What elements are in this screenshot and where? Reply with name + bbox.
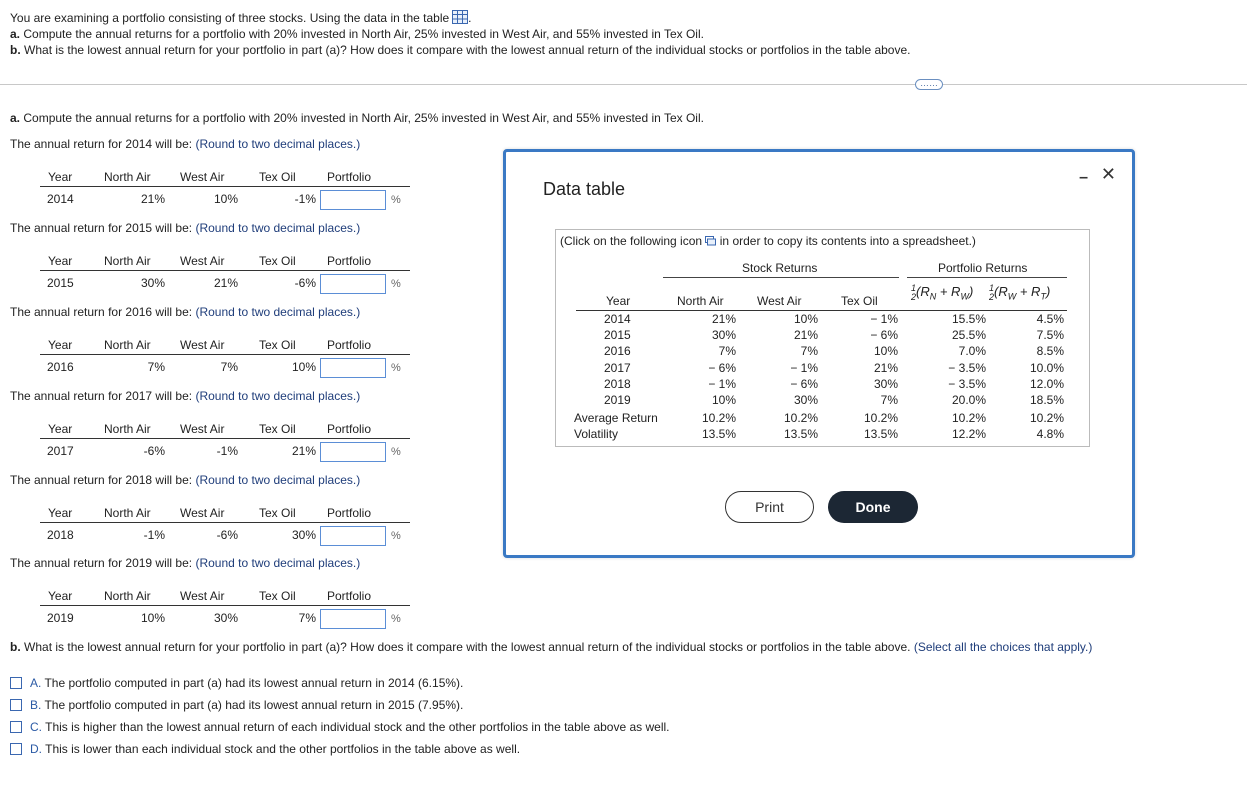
dt-portfolio-wt: 10.0% [1029, 360, 1064, 375]
column-header: Portfolio [327, 254, 372, 268]
dt-portfolio-wt: 4.5% [1036, 312, 1064, 326]
percent-sign: % [391, 613, 401, 625]
tex-oil-cell: 21% [291, 444, 316, 458]
portfolio-header-rule [907, 277, 1067, 278]
question-text: The annual return for 2015 will be: [10, 221, 193, 235]
return-table-row [40, 192, 410, 212]
portfolio-return-input[interactable] [320, 274, 386, 294]
tex-oil-cell: 30% [291, 528, 316, 542]
intro-part-a: a. Compute the annual returns for a portfolio with 20% invested in North Air, 25% invested in West Air, and 55% invested in Tex Oil. [10, 27, 704, 41]
column-header: Portfolio [327, 170, 372, 184]
column-header: West Air [180, 338, 225, 352]
dt-west-air: 7% [800, 344, 818, 359]
return-table-row [40, 611, 410, 631]
col-portfolio-nw: 1 $2(R_N + R_W)$ [911, 283, 974, 302]
round-hint: (Round to two decimal places.) [195, 389, 361, 403]
column-header: West Air [180, 422, 225, 436]
data-table-icon[interactable] [452, 10, 468, 24]
round-hint: (Round to two decimal places.) [195, 473, 361, 487]
annual-return-question [10, 221, 360, 235]
year-cell: 2014 [47, 192, 74, 206]
dt-west-air: 21% [793, 328, 818, 343]
col-west-air: West Air [757, 294, 802, 308]
choice-label [30, 742, 520, 756]
north-air-cell: 7% [147, 360, 165, 374]
tex-oil-cell: 7% [298, 611, 316, 625]
annual-return-question [10, 556, 360, 570]
dt-tex-oil: − 6% [870, 328, 898, 343]
north-air-cell: -1% [143, 528, 165, 542]
dt-row-label: 2014 [604, 312, 631, 326]
dt-north-air: 21% [711, 312, 736, 326]
column-header: Tex Oil [259, 589, 296, 603]
west-air-cell: 10% [213, 192, 238, 206]
return-table-row [40, 528, 410, 548]
choice-text: The portfolio computed in part (a) had its lowest annual return in 2014 (6.15%). [44, 676, 464, 690]
round-hint: (Round to two decimal places.) [195, 305, 361, 319]
question-text: The annual return for 2019 will be: [10, 556, 193, 570]
dt-portfolio-nw: − 3.5% [948, 376, 986, 391]
dt-west-air: 30% [793, 393, 818, 407]
col-north-air: North Air [677, 294, 724, 308]
intro-line1: You are examining a portfolio consisting of three stocks. Using the data in the table . [10, 11, 472, 25]
close-icon[interactable]: ✕ [1100, 164, 1116, 184]
year-cell: 2017 [47, 444, 74, 458]
choice-checkbox[interactable] [10, 721, 22, 733]
dt-portfolio-nw: 15.5% [951, 312, 986, 326]
section-divider [0, 84, 1247, 85]
annual-return-question [10, 473, 360, 487]
column-header: Year [48, 422, 73, 436]
col-year: Year [606, 294, 631, 308]
header-rule [576, 310, 1067, 311]
annual-return-question [10, 137, 360, 151]
column-header: Year [48, 338, 73, 352]
column-header: Portfolio [327, 506, 372, 520]
percent-sign: % [391, 446, 401, 458]
dt-row-label: 2018 [604, 376, 631, 391]
column-header: North Air [104, 422, 151, 436]
question-text: The annual return for 2018 will be: [10, 473, 193, 487]
column-header: West Air [180, 589, 225, 603]
tex-oil-cell: 10% [291, 360, 316, 374]
choice-text: This is higher than the lowest annual return of each individual stock and the other portfolios in the table above as well. [45, 720, 670, 734]
round-hint: (Round to two decimal places.) [195, 221, 361, 235]
dt-tex-oil: 21% [873, 360, 898, 375]
round-hint: (Round to two decimal places.) [195, 137, 361, 151]
column-header: West Air [180, 170, 225, 184]
annual-return-question [10, 389, 360, 403]
return-table-header [40, 338, 410, 355]
west-air-cell: -1% [216, 444, 238, 458]
column-header: Tex Oil [259, 338, 296, 352]
dt-row-label: 2019 [604, 393, 631, 407]
dt-north-air: 10.2% [701, 411, 736, 426]
choice-letter: A. [30, 676, 42, 690]
column-header: Portfolio [327, 589, 372, 603]
column-header: North Air [104, 506, 151, 520]
dt-tex-oil: 10% [873, 344, 898, 359]
return-table-header [40, 170, 410, 187]
return-table-row [40, 360, 410, 380]
part-a-question: a. Compute the annual returns for a portfolio with 20% invested in North Air, 25% invested in West Air, and 55% invested in Tex Oil. [10, 111, 704, 125]
year-cell: 2016 [47, 360, 74, 374]
dt-portfolio-wt: 10.2% [1029, 411, 1064, 426]
question-text: The annual return for 2014 will be: [10, 137, 193, 151]
choice-label [30, 676, 463, 690]
choice-checkbox[interactable] [10, 743, 22, 755]
dt-portfolio-nw: 7.0% [958, 344, 986, 359]
dt-north-air: 30% [711, 328, 736, 343]
percent-sign: % [391, 278, 401, 290]
north-air-cell: 10% [140, 611, 165, 625]
dt-north-air: 13.5% [701, 427, 736, 442]
dt-tex-oil: 30% [873, 376, 898, 391]
copy-icon[interactable] [705, 235, 716, 249]
stock-returns-header: Stock Returns [742, 261, 818, 275]
col-tex-oil: Tex Oil [841, 294, 878, 308]
column-header: North Air [104, 589, 151, 603]
question-text: The annual return for 2016 will be: [10, 305, 193, 319]
portfolio-return-input[interactable] [320, 442, 386, 462]
column-header: West Air [180, 506, 225, 520]
minimize-icon[interactable]: – [1079, 169, 1088, 186]
dt-portfolio-nw: 10.2% [951, 411, 986, 426]
choice-checkbox[interactable] [10, 677, 22, 689]
dt-north-air: 10% [711, 393, 736, 407]
dt-west-air: 10% [793, 312, 818, 326]
choice-letter: B. [30, 698, 42, 712]
portfolio-returns-header: Portfolio Returns [938, 261, 1028, 275]
dt-tex-oil: − 1% [870, 312, 898, 326]
west-air-cell: 21% [213, 276, 238, 290]
choice-label [30, 698, 463, 712]
dt-portfolio-nw: 25.5% [951, 328, 986, 343]
dt-portfolio-nw: 20.0% [951, 393, 986, 407]
portfolio-return-input[interactable] [320, 358, 386, 378]
dt-west-air: 10.2% [783, 411, 818, 426]
choice-text: This is lower than each individual stock and the other portfolios in the table above as well. [45, 742, 521, 756]
choice-letter: D. [30, 742, 42, 756]
intro-part-b: b. What is the lowest annual return for your portfolio in part (a)? How does it compare with the lowest annual return of the individual stocks or portfolios in the table above. [10, 43, 911, 57]
dt-west-air: 13.5% [783, 427, 818, 442]
annual-return-question [10, 305, 360, 319]
return-table-header [40, 422, 410, 439]
choice-label [30, 720, 670, 734]
stock-header-rule [663, 277, 899, 278]
problem-intro [10, 10, 910, 58]
dt-row-label: 2015 [604, 328, 631, 343]
dt-portfolio-wt: 12.0% [1029, 376, 1064, 391]
column-header: North Air [104, 254, 151, 268]
percent-sign: % [391, 362, 401, 374]
return-table-header [40, 589, 410, 606]
dt-row-label: Average Return [574, 411, 658, 426]
tex-oil-cell: -1% [294, 192, 316, 206]
column-header: Tex Oil [259, 506, 296, 520]
return-table-row [40, 444, 410, 464]
dt-tex-oil: 13.5% [863, 427, 898, 442]
dt-west-air: − 1% [790, 360, 818, 375]
north-air-cell: 21% [140, 192, 165, 206]
tex-oil-cell: -6% [294, 276, 316, 290]
dt-north-air: − 6% [708, 360, 736, 375]
done-button[interactable]: Done [828, 491, 918, 523]
west-air-cell: -6% [216, 528, 238, 542]
column-header: Tex Oil [259, 422, 296, 436]
percent-sign: % [391, 194, 401, 206]
dt-portfolio-wt: 7.5% [1036, 328, 1064, 343]
year-cell: 2015 [47, 276, 74, 290]
column-header: North Air [104, 338, 151, 352]
column-header: Year [48, 170, 73, 184]
dt-north-air: 7% [718, 344, 736, 359]
dt-portfolio-nw: − 3.5% [948, 360, 986, 375]
return-table-header [40, 506, 410, 523]
portfolio-return-input[interactable] [320, 526, 386, 546]
dt-row-label: 2017 [604, 360, 631, 375]
part-b-question: b. What is the lowest annual return for your portfolio in part (a)? How does it compare with the lowest annual return of the individual stocks or portfolios in the table above. (Select all the choices that apply.) [10, 640, 1093, 654]
dt-portfolio-wt: 18.5% [1029, 393, 1064, 407]
choice-letter: C. [30, 720, 42, 734]
north-air-cell: 30% [140, 276, 165, 290]
dt-portfolio-nw: 12.2% [951, 427, 986, 442]
dt-tex-oil: 7% [880, 393, 898, 407]
dt-row-label: 2016 [604, 344, 631, 359]
data-table [555, 229, 1090, 447]
column-header: North Air [104, 170, 151, 184]
copy-instruction: (Click on the following icon in order to copy its contents into a spreadsheet.) [560, 234, 976, 248]
choice-checkbox[interactable] [10, 699, 22, 711]
column-header: Portfolio [327, 422, 372, 436]
dt-portfolio-wt: 4.8% [1036, 427, 1064, 442]
year-cell: 2019 [47, 611, 74, 625]
more-button[interactable]: …… [915, 79, 943, 90]
column-header: Tex Oil [259, 254, 296, 268]
return-table-row [40, 276, 410, 296]
column-header: West Air [180, 254, 225, 268]
dt-portfolio-wt: 8.5% [1036, 344, 1064, 359]
dt-north-air: − 1% [708, 376, 736, 391]
column-header: Tex Oil [259, 170, 296, 184]
round-hint: (Round to two decimal places.) [195, 556, 361, 570]
column-header: Year [48, 254, 73, 268]
column-header: Portfolio [327, 338, 372, 352]
dt-tex-oil: 10.2% [863, 411, 898, 426]
choice-text: The portfolio computed in part (a) had its lowest annual return in 2015 (7.95%). [44, 698, 464, 712]
col-portfolio-wt: 1 $2(R_W + R_T)$ [989, 283, 1051, 302]
portfolio-return-input[interactable] [320, 190, 386, 210]
year-cell: 2018 [47, 528, 74, 542]
dt-west-air: − 6% [790, 376, 818, 391]
dialog-title: Data table [543, 179, 626, 199]
west-air-cell: 30% [213, 611, 238, 625]
dt-row-label: Volatility [574, 427, 619, 442]
print-button[interactable]: Print [725, 491, 814, 523]
column-header: Year [48, 506, 73, 520]
question-text: The annual return for 2017 will be: [10, 389, 193, 403]
return-table-header [40, 254, 410, 271]
data-table-dialog [503, 149, 1135, 558]
portfolio-return-input[interactable] [320, 609, 386, 629]
percent-sign: % [391, 530, 401, 542]
north-air-cell: -6% [143, 444, 165, 458]
west-air-cell: 7% [220, 360, 238, 374]
column-header: Year [48, 589, 73, 603]
